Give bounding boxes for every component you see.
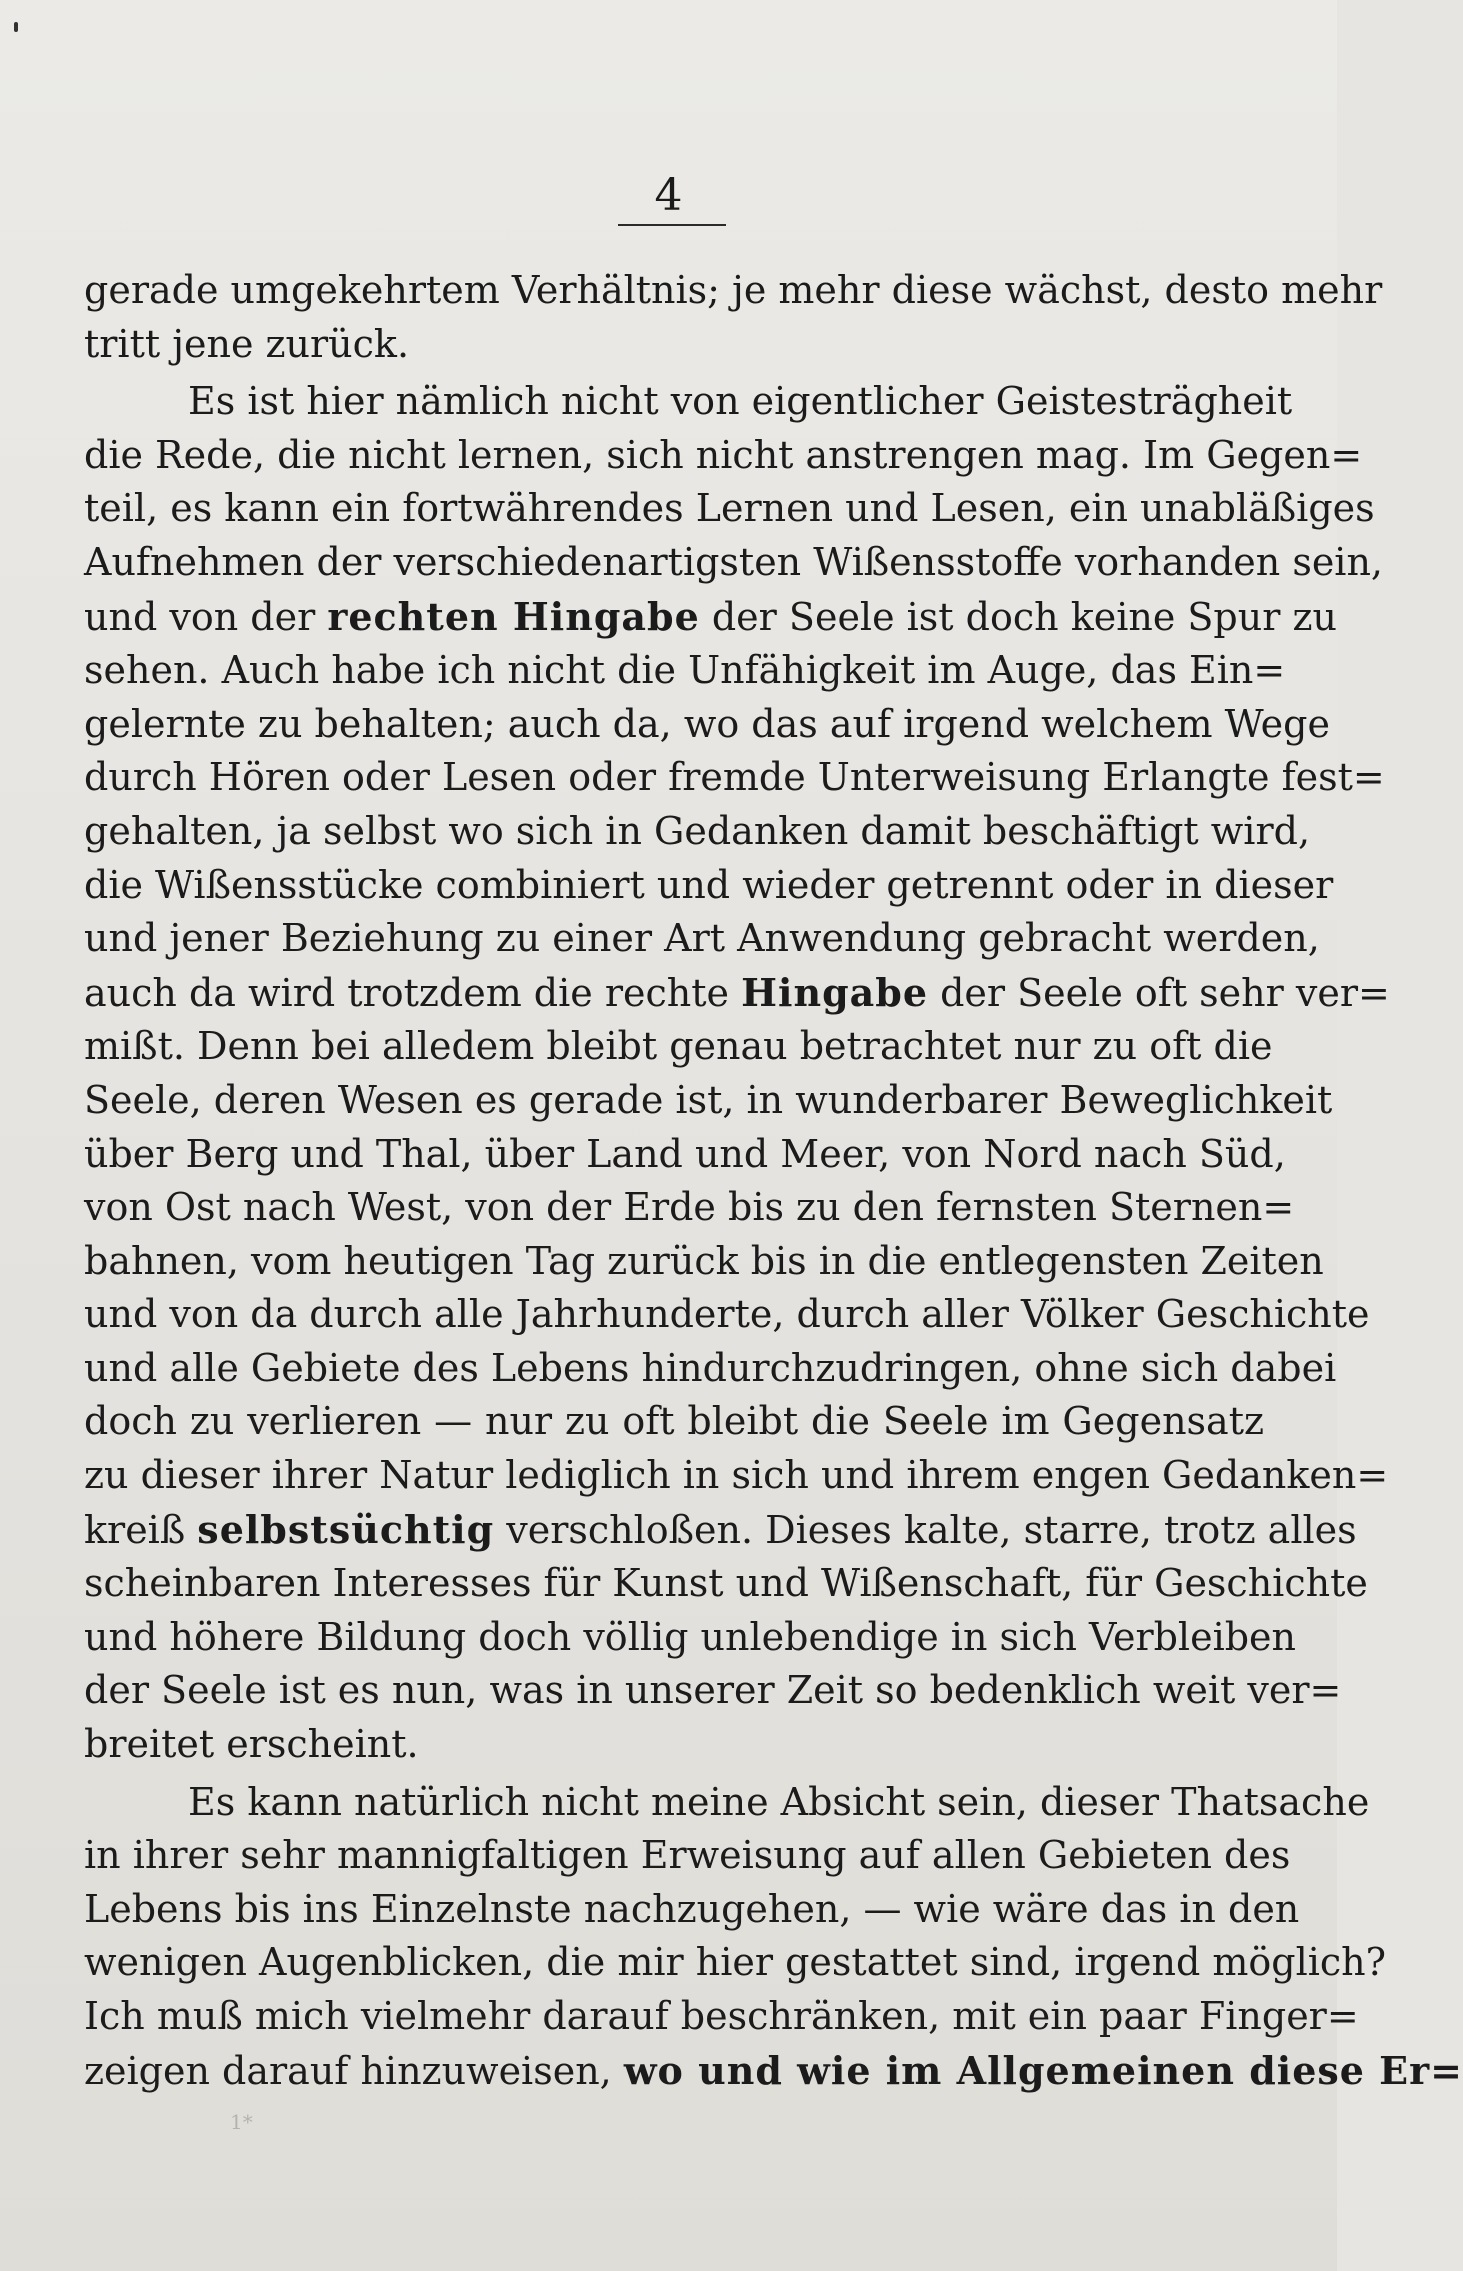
text-line: kreiß selbstsüchtig verschloßen. Dieses kalte, starre, trotz alles bbox=[84, 1506, 1357, 1552]
text-line: von Ost nach West, von der Erde bis zu den fernsten Sternen= bbox=[84, 1185, 1295, 1230]
signature-mark: 1* bbox=[230, 2110, 253, 2134]
text-line: und von der rechten Hingabe der Seele ist doch keine Spur zu bbox=[84, 593, 1337, 639]
text-line: gelernte zu behalten; auch da, wo das auf irgend welchem Wege bbox=[84, 701, 1330, 746]
text-line: auch da wird trotzdem die rechte Hingabe der Seele oft sehr ver= bbox=[84, 969, 1390, 1015]
text-line: doch zu verlieren — nur zu oft bleibt die Seele im Gegensatz bbox=[84, 1399, 1264, 1444]
page-number: 4 bbox=[654, 170, 683, 221]
text-line: durch Hören oder Lesen oder fremde Unterweisung Erlangte fest= bbox=[84, 755, 1385, 800]
text-line: die Wißensstücke combiniert und wieder getrennt oder in dieser bbox=[84, 862, 1334, 907]
text-line: und alle Gebiete des Lebens hindurchzudringen, ohne sich dabei bbox=[84, 1345, 1337, 1390]
text-line: wenigen Augenblicken, die mir hier gestattet sind, irgend möglich? bbox=[84, 1940, 1387, 1985]
text-line: breitet erscheint. bbox=[84, 1722, 419, 1767]
body-text bbox=[84, 264, 1463, 2098]
text-line: gerade umgekehrtem Verhältnis; je mehr diese wächst, desto mehr bbox=[84, 268, 1383, 312]
text-line: und jener Beziehung zu einer Art Anwendung gebracht werden, bbox=[84, 916, 1320, 961]
text-line: zu dieser ihrer Natur lediglich in sich und ihrem engen Gedanken= bbox=[84, 1453, 1389, 1498]
text-line: bahnen, vom heutigen Tag zurück bis in die entlegensten Zeiten bbox=[84, 1238, 1324, 1283]
margin-speck bbox=[14, 22, 18, 32]
text-line: teil, es kann ein fortwährendes Lernen und Lesen, ein unabläßiges bbox=[84, 486, 1375, 531]
text-line: und höhere Bildung doch völlig unlebendige in sich Verbleiben bbox=[84, 1614, 1297, 1659]
text-line: Es kann natürlich nicht meine Absicht sein, dieser Thatsache bbox=[188, 1779, 1370, 1824]
paragraph-2 bbox=[84, 375, 1390, 1771]
text-line: und von da durch alle Jahrhunderte, durch aller Völker Geschichte bbox=[84, 1292, 1370, 1337]
text-line: mißt. Denn bei alledem bleibt genau betrachtet nur zu oft die bbox=[84, 1024, 1273, 1069]
text-line: tritt jene zurück. bbox=[84, 321, 410, 366]
text-line: der Seele ist es nun, was in unserer Zeit so bedenklich weit ver= bbox=[84, 1668, 1342, 1713]
text-line: Es ist hier nämlich nicht von eigentlicher Geistesträgheit bbox=[188, 379, 1293, 424]
text-line: scheinbaren Interesses für Kunst und Wißenschaft, für Geschichte bbox=[84, 1561, 1368, 1606]
text-line: gehalten, ja selbst wo sich in Gedanken damit beschäftigt wird, bbox=[84, 808, 1311, 853]
text-line: sehen. Auch habe ich nicht die Unfähigkeit im Auge, das Ein= bbox=[84, 648, 1286, 693]
text-line: über Berg und Thal, über Land und Meer, von Nord nach Süd, bbox=[84, 1131, 1286, 1176]
paragraph-3 bbox=[84, 1776, 1463, 2099]
paragraph-1 bbox=[84, 264, 1383, 371]
page-number-rule bbox=[618, 224, 726, 226]
text-line: in ihrer sehr mannigfaltigen Erweisung auf allen Gebieten des bbox=[84, 1833, 1291, 1878]
text-line: die Rede, die nicht lernen, sich nicht anstrengen mag. Im Gegen= bbox=[84, 432, 1363, 477]
text-line: Lebens bis ins Einzelnste nachzugehen, — wie wäre das in den bbox=[84, 1886, 1300, 1931]
text-line: zeigen darauf hinzuweisen, wo und wie im Allgemeinen diese Er= bbox=[84, 2047, 1463, 2093]
text-line: Ich muß mich vielmehr darauf beschränken, mit ein paar Finger= bbox=[84, 1994, 1359, 2038]
text-line: Seele, deren Wesen es gerade ist, in wunderbarer Beweglichkeit bbox=[84, 1077, 1333, 1122]
text-line: Aufnehmen der verschiedenartigsten Wißensstoffe vorhanden sein, bbox=[84, 539, 1384, 584]
